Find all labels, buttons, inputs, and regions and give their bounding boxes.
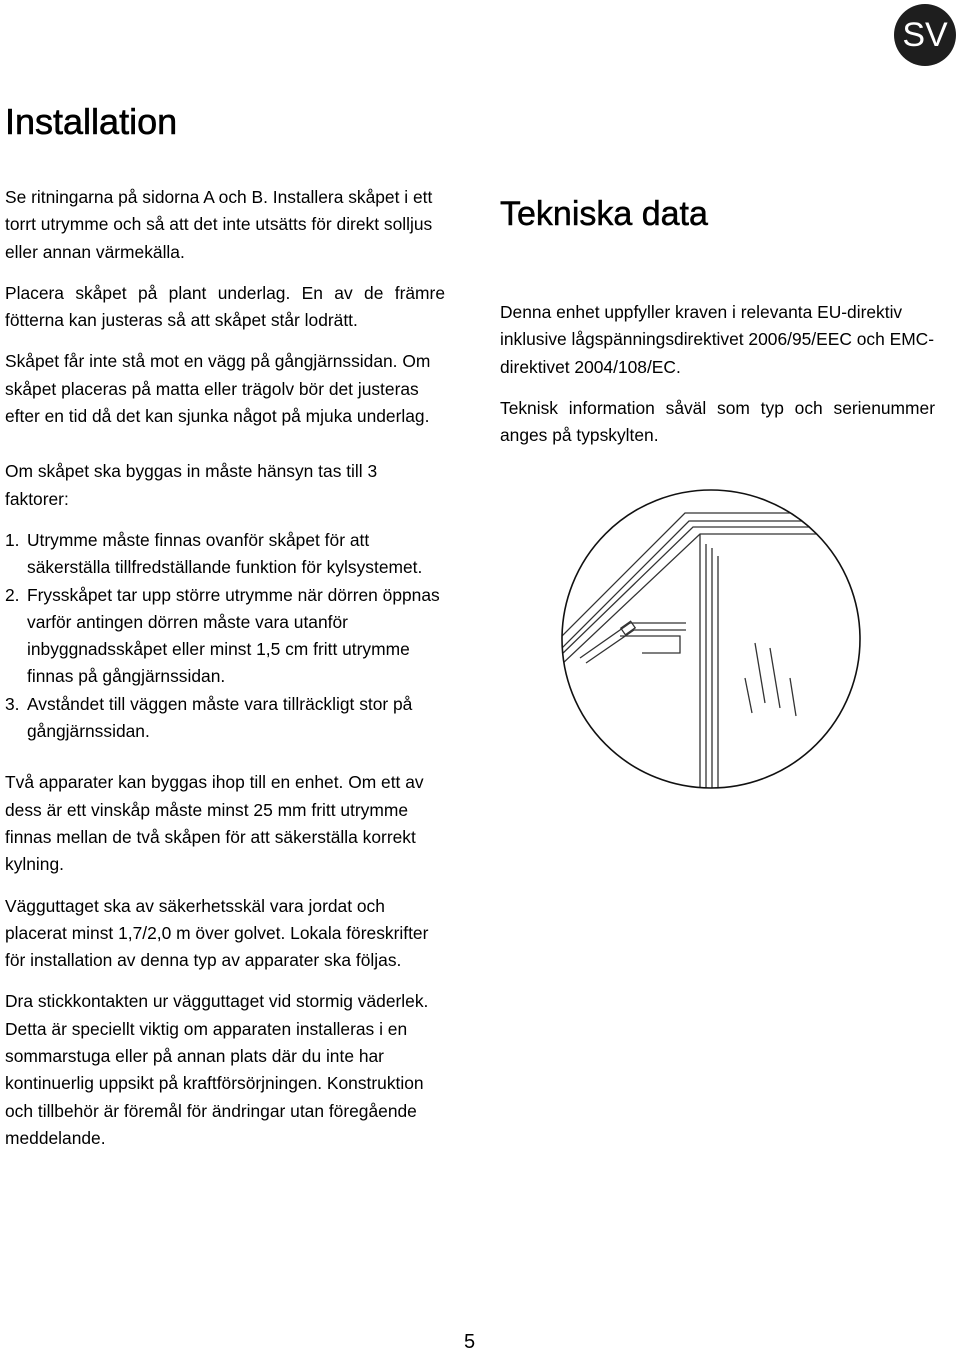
installation-paragraph: Om skåpet ska byggas in måste hänsyn tas till 3 faktorer: bbox=[5, 461, 378, 509]
list-item bbox=[5, 691, 445, 746]
list-item bbox=[5, 527, 445, 582]
built-in-factors-list bbox=[5, 527, 445, 745]
section-title-installation: Installation bbox=[5, 101, 178, 142]
list-item-text: Utrymme måste finnas ovanför skåpet för att säkerställa tillfredställande funktion för kylsystemet. bbox=[27, 529, 423, 578]
technical-paragraph: Denna enhet uppfyller kraven i relevanta EU-direktiv inklusive lågspänningsdirektivet 2006/95/EEC och EMC-direktivet 2004/108/EC. bbox=[500, 302, 935, 377]
list-item-number: 1. bbox=[5, 529, 20, 550]
installation-column bbox=[5, 184, 445, 1152]
language-badge: SV bbox=[894, 4, 956, 66]
page-number: 5 bbox=[464, 1331, 476, 1353]
installation-paragraph: Placera skåpet på plant underlag. En av de främre fötterna kan justeras så att skåpet står lodrätt. bbox=[5, 282, 445, 331]
list-item-text: Frysskåpet tar upp större utrymme när dörren öppnas varför antingen dörren måste vara utanför inbyggnadsskåpet eller minst 1,5 cm fritt utrymme finnas på gångjärnssidan. bbox=[27, 584, 440, 687]
cabinet-detail-illustration bbox=[560, 488, 862, 790]
list-item-number: 2. bbox=[5, 584, 20, 605]
installation-paragraph: Skåpet får inte stå mot en vägg på gångjärnssidan. Om skåpet placeras på matta eller trägolv bör det justeras efter en tid då det kan sjunka något på mjuka underlag. bbox=[5, 351, 431, 427]
installation-paragraph: Se ritningarna på sidorna A och B. Installera skåpet i ett torrt utrymme och så att det inte utsätts för direkt solljus eller annan värmekälla. bbox=[5, 187, 433, 262]
technical-paragraph: Teknisk information såväl som typ och serienummer anges på typskylten. bbox=[500, 397, 935, 446]
technical-data-column bbox=[500, 192, 935, 449]
list-item-number: 3. bbox=[5, 693, 20, 714]
list-item-text: Avståndet till väggen måste vara tillräckligt stor på gångjärnssidan. bbox=[27, 693, 413, 742]
installation-paragraph: Vägguttaget ska av säkerhetsskäl vara jordat och placerat minst 1,7/2,0 m över golvet. Lokala föreskrifter för installation av denna typ av apparater ska följas. bbox=[5, 895, 429, 971]
section-title-technical-data: Tekniska data bbox=[500, 195, 708, 233]
list-item bbox=[5, 582, 445, 691]
installation-paragraph: Dra stickkontakten ur vägguttaget vid stormig väderlek. Detta är speciellt viktig om apparaten installeras i en sommarstuga eller på annan plats där du inte har kontinuerlig uppsikt på kraftförsörjningen. Konstruktion och tillbehör är föremål för ändringar utan föregående meddelande. bbox=[5, 991, 429, 1148]
installation-paragraph: Två apparater kan byggas ihop till en enhet. Om ett av dess är ett vinskåp måste minst 25 mm fritt utrymme finnas mellan de två skåpen för att säkerställa korrekt kylning. bbox=[5, 772, 424, 875]
